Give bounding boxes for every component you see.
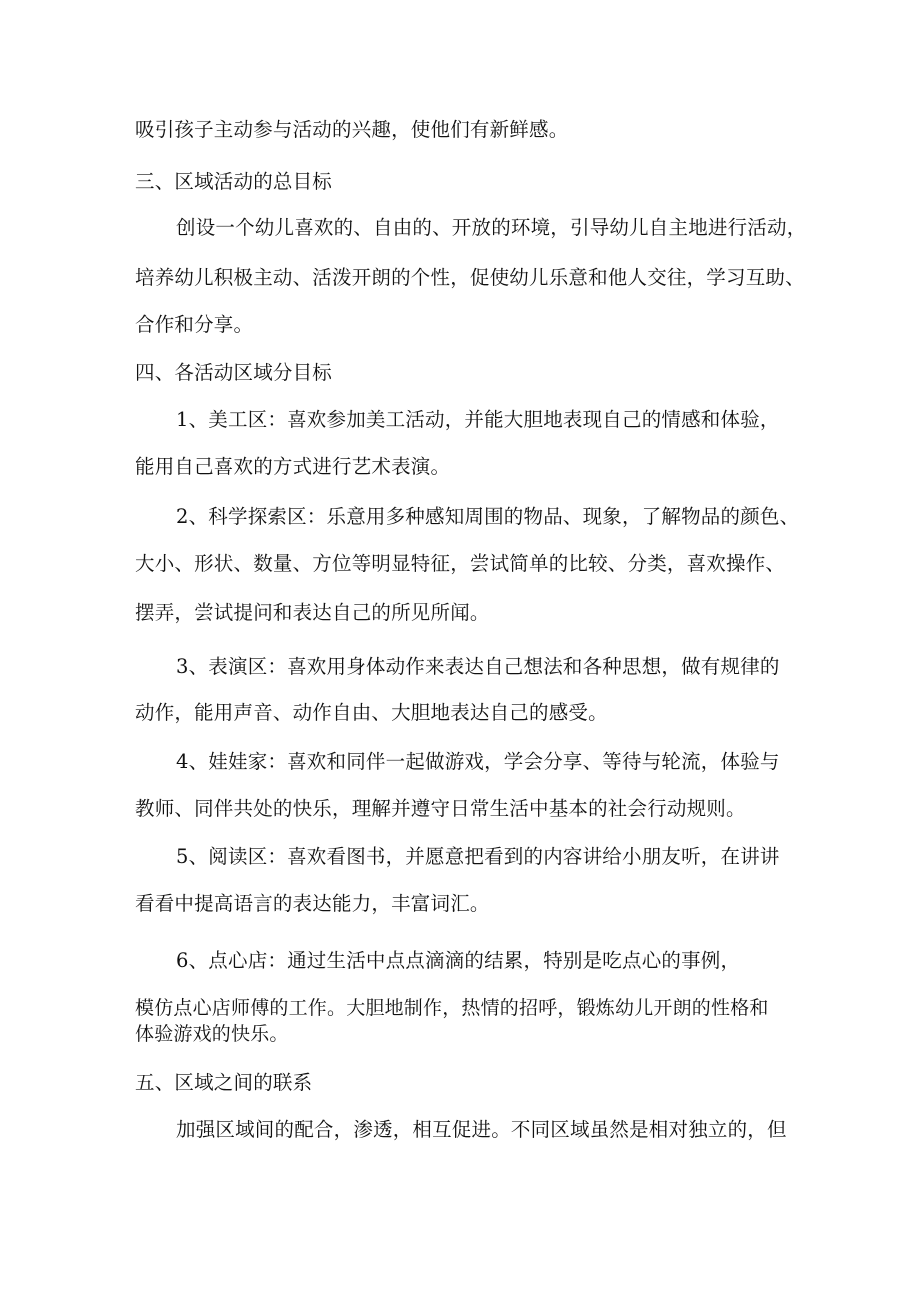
section-heading: 五、区域之间的联系 <box>135 1071 313 1094</box>
section-heading: 四、各活动区域分目标 <box>135 361 333 384</box>
body-text-line: 培养幼儿积极主动、活泼开朗的个性，促使幼儿乐意和他人交往，学习互助、 <box>135 266 805 289</box>
body-text-line: 吸引孩子主动参与活动的兴趣，使他们有新鲜感。 <box>135 118 569 141</box>
list-item-line: 6、点心店：通过生活中点点滴滴的结累，特别是吃点心的事例， <box>176 949 741 972</box>
list-item-line: 体验游戏的快乐。 <box>135 1023 289 1045</box>
list-item-line: 2、科学探索区：乐意用多种感知周围的物品、现象，了解物品的颜色、 <box>176 505 800 528</box>
section-heading: 三、区域活动的总目标 <box>135 170 333 193</box>
body-text-line: 合作和分享。 <box>135 313 254 336</box>
list-item-line: 看看中提高语言的表达能力，丰富词汇。 <box>135 892 490 915</box>
list-item-line: 4、娃娃家：喜欢和同伴一起做游戏，学会分享、等待与轮流，体验与 <box>176 750 780 773</box>
body-text-line: 加强区域间的配合，渗透，相互促进。不同区域虽然是相对独立的，但 <box>176 1118 787 1141</box>
list-item-line: 5、阅读区：喜欢看图书，并愿意把看到的内容讲给小朋友听，在讲讲 <box>176 845 780 868</box>
list-item-line: 1、美工区：喜欢参加美工活动，并能大胆地表现自己的情感和体验， <box>176 408 780 431</box>
list-item-line: 能用自己喜欢的方式进行艺术表演。 <box>135 455 451 478</box>
body-text-line: 创设一个幼儿喜欢的、自由的、开放的环境，引导幼儿自主地进行活动， <box>176 216 807 239</box>
list-item-line: 动作，能用声音、动作自由、大胆地表达自己的感受。 <box>135 701 608 724</box>
list-item-line: 摆弄，尝试提问和表达自己的所见所闻。 <box>135 601 490 624</box>
list-item-line: 教师、同伴共处的快乐，理解并遵守日常生活中基本的社会行动规则。 <box>135 797 746 820</box>
list-item-line: 大小、形状、数量、方位等明显特征，尝试简单的比较、分类，喜欢操作、 <box>135 552 786 575</box>
list-item-line: 3、表演区：喜欢用身体动作来表达自己想法和各种思想，做有规律的 <box>176 655 780 678</box>
list-item-line: 模仿点心店师傅的工作。大胆地制作，热情的招呼，锻炼幼儿开朗的性格和 <box>135 997 769 1019</box>
